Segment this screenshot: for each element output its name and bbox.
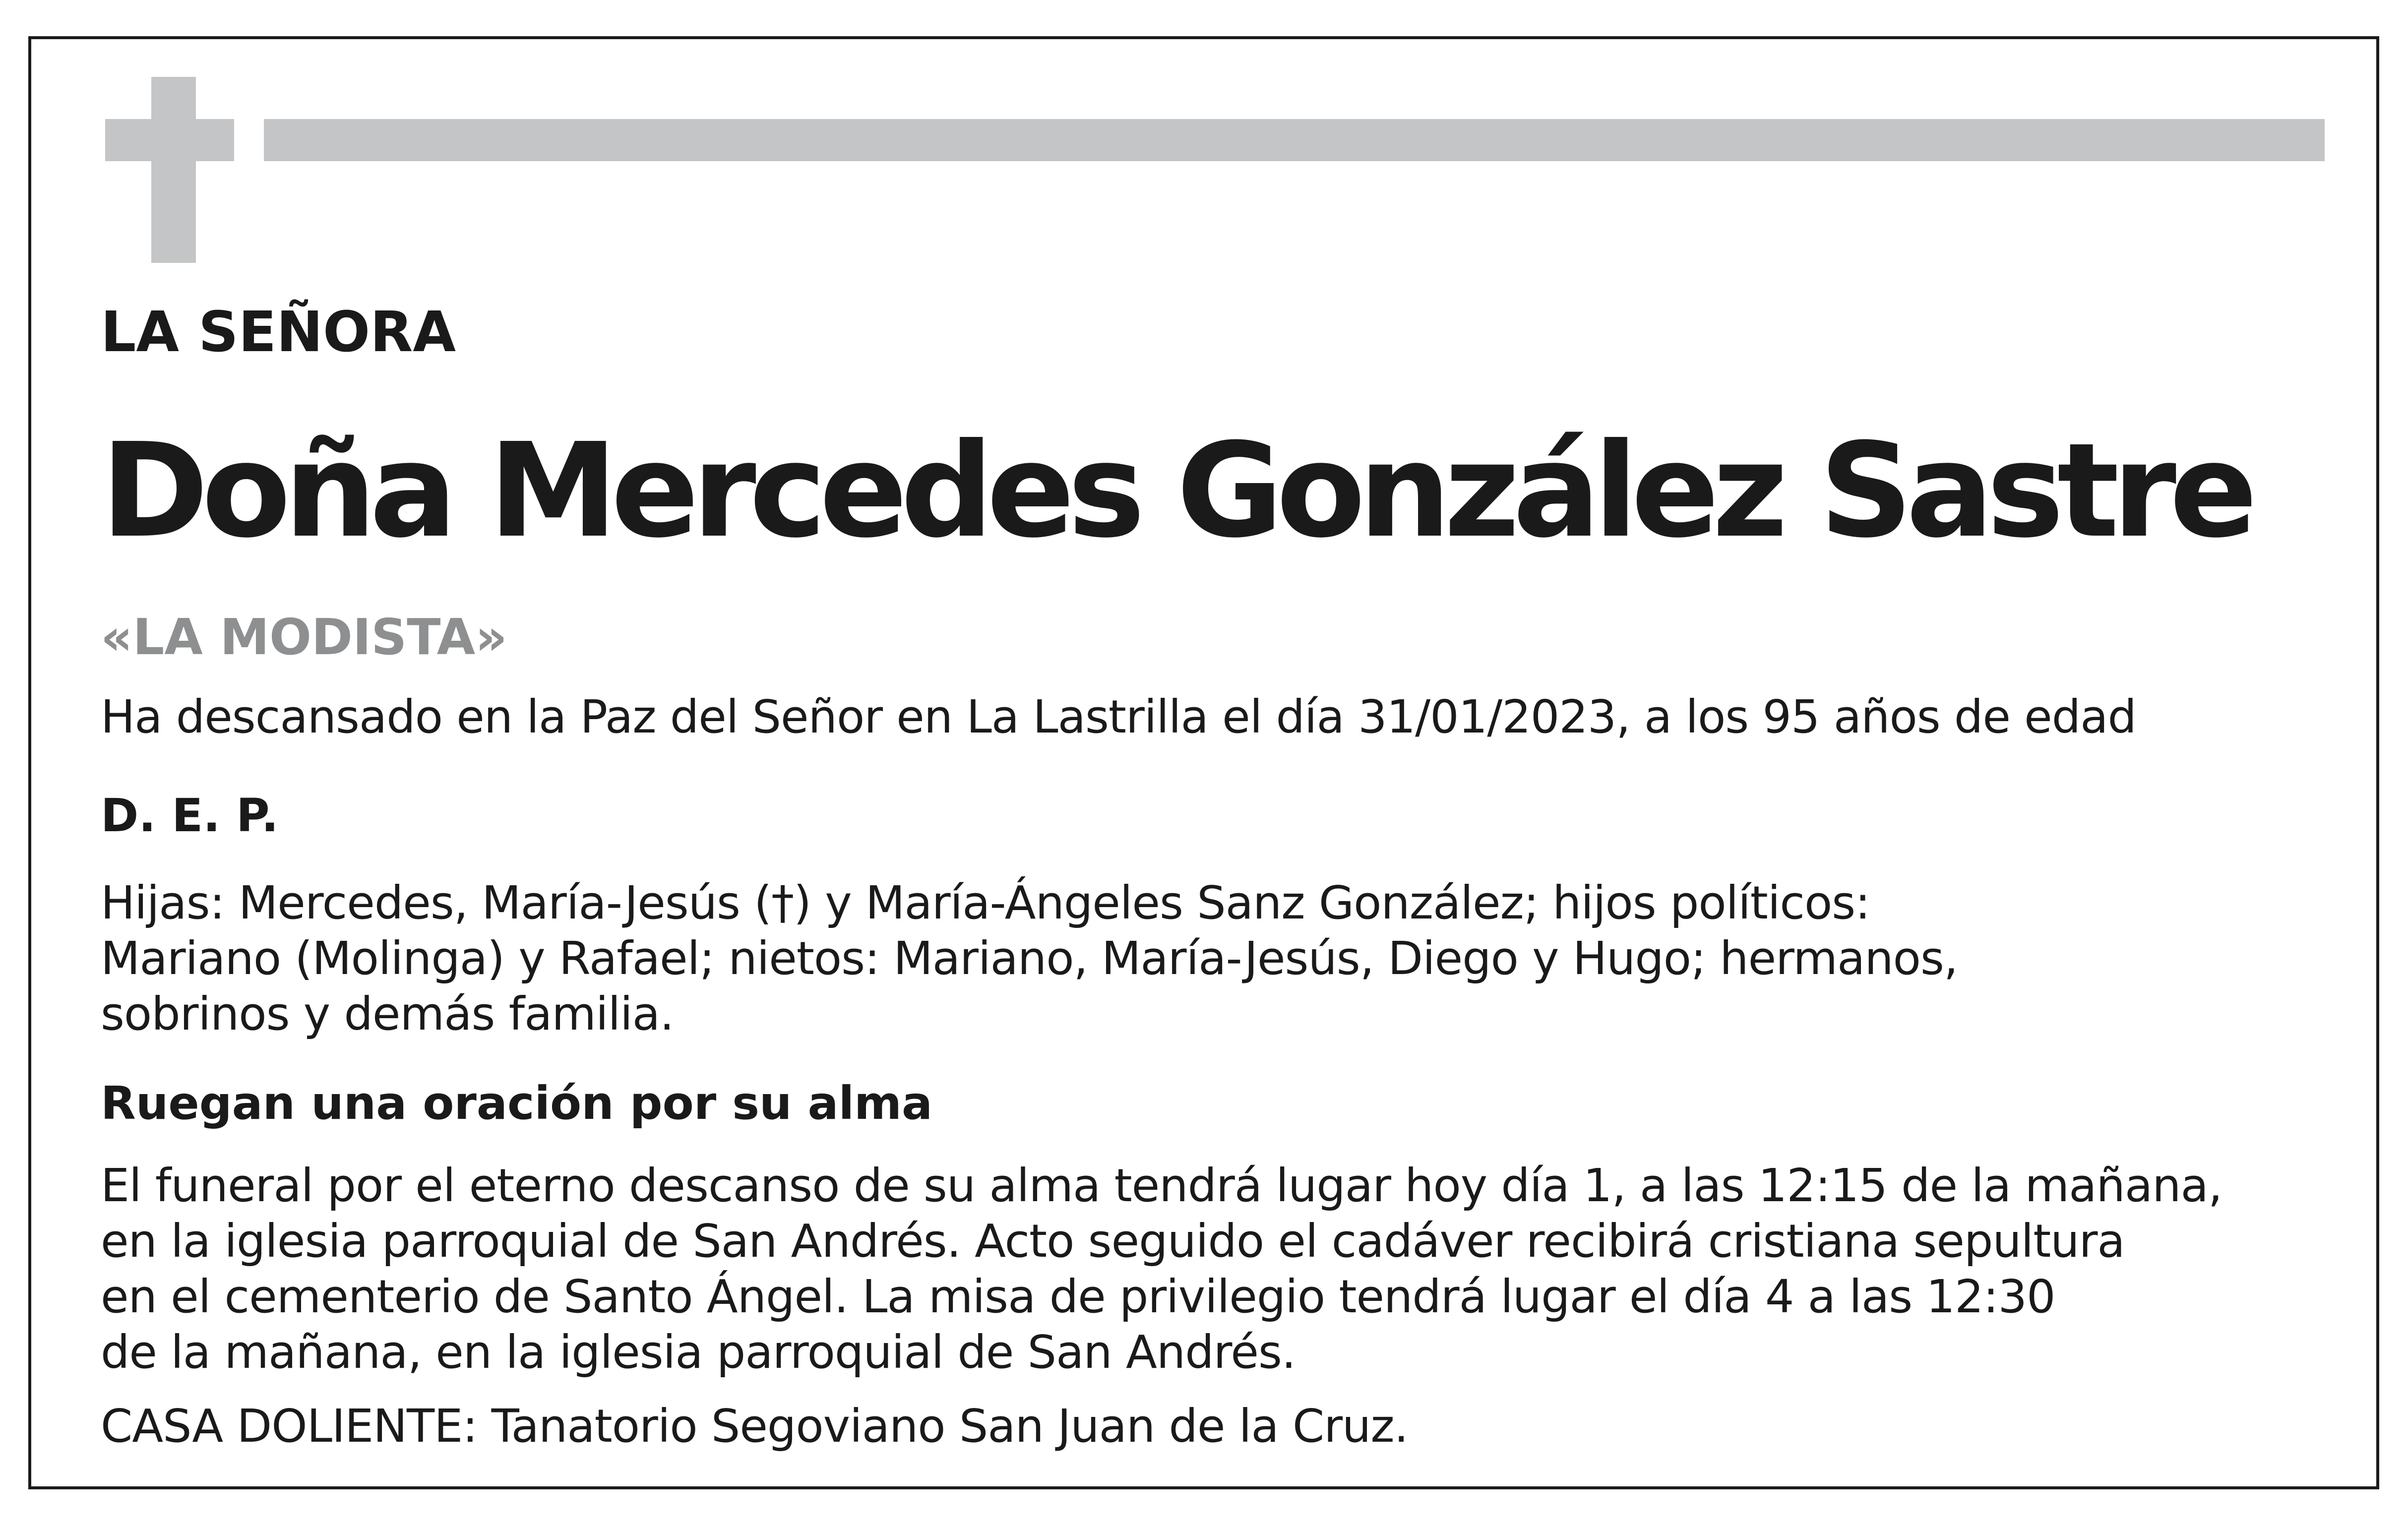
- cross-icon: [151, 77, 196, 263]
- funeral-line: de la mañana, en la iglesia parroquial de San Andrés.: [101, 1326, 1296, 1379]
- funeral-line: El funeral por el eterno descanso de su alma tendrá lugar hoy día 1, a las 12:15 de la mañana,: [101, 1159, 2223, 1212]
- dep-abbreviation: D. E. P.: [101, 789, 279, 842]
- funeral-line: en el cementerio de Santo Ángel. La misa de privilegio tendrá lugar el día 4 a las 12:30: [101, 1270, 2055, 1323]
- family-line: Mariano (Molinga) y Rafael; nietos: Mariano, María-Jesús, Diego y Hugo; hermanos,: [101, 932, 1958, 985]
- funeral-paragraph: [101, 1158, 2222, 1380]
- family-paragraph: [101, 875, 1958, 1042]
- header-bar: [264, 119, 2325, 161]
- cross-icon-arm: [105, 119, 234, 161]
- deceased-name: Doña Mercedes González Sastre: [101, 415, 2251, 566]
- family-line: Hijas: Mercedes, María-Jesús (†) y María-Ángeles Sanz González; hijos políticos:: [101, 876, 1870, 929]
- mourning-house: CASA DOLIENTE: Tanatorio Segoviano San Juan de la Cruz.: [101, 1400, 1408, 1453]
- prayer-request: Ruegan una oración por su alma: [101, 1077, 933, 1130]
- nickname: «LA MODISTA»: [101, 608, 507, 666]
- death-announcement: Ha descansado en la Paz del Señor en La Lastrilla el día 31/01/2023, a los 95 años de edad: [101, 690, 2136, 743]
- funeral-line: en la iglesia parroquial de San Andrés. Acto seguido el cadáver recibirá cristiana sepultura: [101, 1215, 2125, 1268]
- family-line: sobrinos y demás familia.: [101, 987, 674, 1040]
- honorific: LA SEÑORA: [101, 300, 456, 365]
